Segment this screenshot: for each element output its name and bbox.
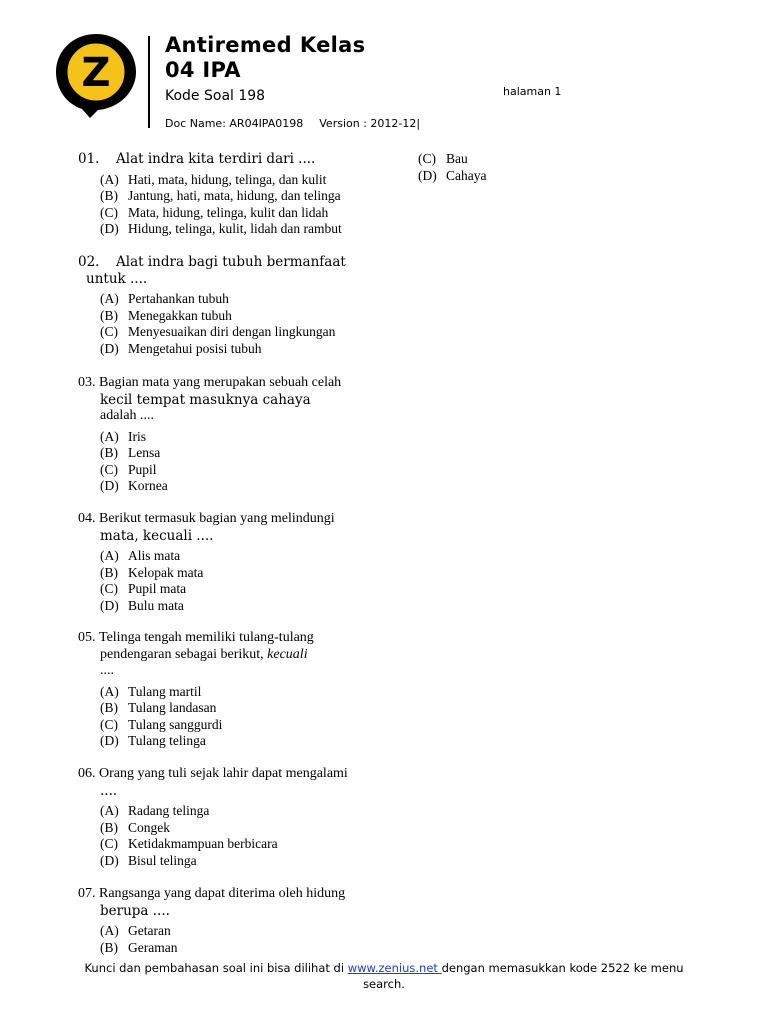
option-b[interactable]: (B) Congek [100,819,170,835]
option-c[interactable]: (C) Tulang sanggurdi [100,716,223,732]
option-d[interactable]: (D) Kornea [100,478,168,493]
option-b[interactable]: (B) Kelopak mata [100,564,204,580]
question-07-continued [418,151,486,184]
question-05 [78,630,314,750]
option-a[interactable]: (A) Tulang martil [100,683,202,699]
option-d[interactable]: (D) Cahaya [418,167,487,183]
option-c[interactable]: (C) Pupil mata [100,581,187,596]
option-c[interactable]: (C) Mata, hidung, telinga, kulit dan lidah [100,204,329,220]
option-c[interactable]: (C) Ketidakmampuan berbicara [100,836,278,851]
question-number: 01. [78,151,100,167]
question-stem-cont: mata, kecuali .... [100,527,214,544]
option-d[interactable]: (D) Mengetahui posisi tubuh [100,340,262,356]
option-list [78,684,314,750]
option-d[interactable]: (D) Hidung, telinga, kulit, lidah dan rambut [100,221,342,236]
option-c[interactable]: (C) Pupil [100,461,157,477]
title-word-1: Antiremed [165,33,292,57]
question-stem: Rangsanga yang dapat diterima oleh hidung [99,886,346,901]
doc-version: Version : 2012-12| [319,117,421,130]
footer-line-2: search. [363,977,405,991]
option-list [78,548,335,614]
option-a[interactable]: (A) Pertahankan tubuh [100,291,229,306]
doc-info [165,117,420,130]
question-stem: Alat indra bagi tubuh bermanfaat [116,254,346,270]
option-list [78,172,342,238]
option-a[interactable]: (A) Alis mata [100,548,181,563]
option-b[interactable]: (B) Menegakkan tubuh [100,307,232,323]
question-06 [78,766,348,869]
question-stem-cont: .... [100,663,114,678]
option-b[interactable]: (B) Jantung, hati, mata, hidung, dan telinga [100,188,341,203]
question-stem: Orang yang tuli sejak lahir dapat mengalami [99,766,348,781]
question-01 [78,151,342,238]
question-number: 02. [78,254,100,270]
question-stem-cont: untuk .... [86,270,148,287]
doc-name: Doc Name: AR04IPA0198 [165,117,304,130]
option-d[interactable]: (D) Bisul telinga [100,852,197,868]
option-c[interactable]: (C) Menyesuaikan diri dengan lingkungan [100,324,336,339]
question-stem-cont: kecil tempat masuknya cahaya [100,391,311,408]
option-d[interactable]: (D) Bulu mata [100,597,184,613]
question-stem: Alat indra kita terdiri dari .... [116,151,316,167]
question-stem-cont: pendengaran sebagai berikut, kecuali [100,646,308,662]
option-d[interactable]: (D) Tulang telinga [100,733,206,748]
question-stem-cont: adalah .... [100,408,155,423]
header-divider [148,36,150,128]
option-list [78,291,346,357]
option-a[interactable]: (A) Hati, mata, hidung, telinga, dan kulit [100,171,327,187]
title-word-2: Kelas [299,33,366,57]
question-number: 04. [78,511,96,526]
question-number: 06. [78,766,96,781]
option-c[interactable]: (C) Bau [418,151,468,166]
zenius-link[interactable]: www.zenius.net [347,961,442,975]
question-07 [78,886,345,956]
question-stem: Bagian mata yang merupakan sebuah celah [99,375,342,390]
question-04 [78,511,335,614]
question-stem: Berikut termasuk bagian yang melindungi [99,511,335,526]
question-stem: Telinga tengah memiliki tulang-tulang [99,630,314,645]
question-stem-cont: .... [100,782,118,799]
question-number: 05. [78,630,96,645]
option-list [78,803,348,869]
question-03 [78,375,341,495]
option-b[interactable]: (B) Lensa [100,445,161,460]
question-stem-cont: berupa .... [100,902,170,919]
footer-text: Kunci dan pembahasan soal ini bisa dilihat di [84,961,348,975]
logo-letter: Z [81,50,111,96]
page-title [165,33,365,83]
title-line-2: 04 IPA [165,58,241,82]
footer-note [0,960,768,992]
option-list [78,923,345,956]
option-list [78,429,341,495]
option-list [418,151,486,184]
option-b[interactable]: (B) Geraman [100,939,178,955]
kode-soal: Kode Soal 198 [165,88,266,104]
option-a[interactable]: (A) Iris [100,428,146,444]
emphasis-kecuali: kecuali [267,646,308,662]
zenius-logo [54,30,138,120]
option-a[interactable]: (A) Getaran [100,923,171,938]
option-a[interactable]: (A) Radang telinga [100,803,210,818]
question-02 [78,254,346,357]
option-b[interactable]: (B) Tulang landasan [100,700,217,715]
question-number: 07. [78,886,96,901]
footer-text-2: dengan memasukkan kode 2522 ke menu [441,961,684,975]
question-number: 03. [78,375,96,390]
page-number: halaman 1 [503,85,562,98]
